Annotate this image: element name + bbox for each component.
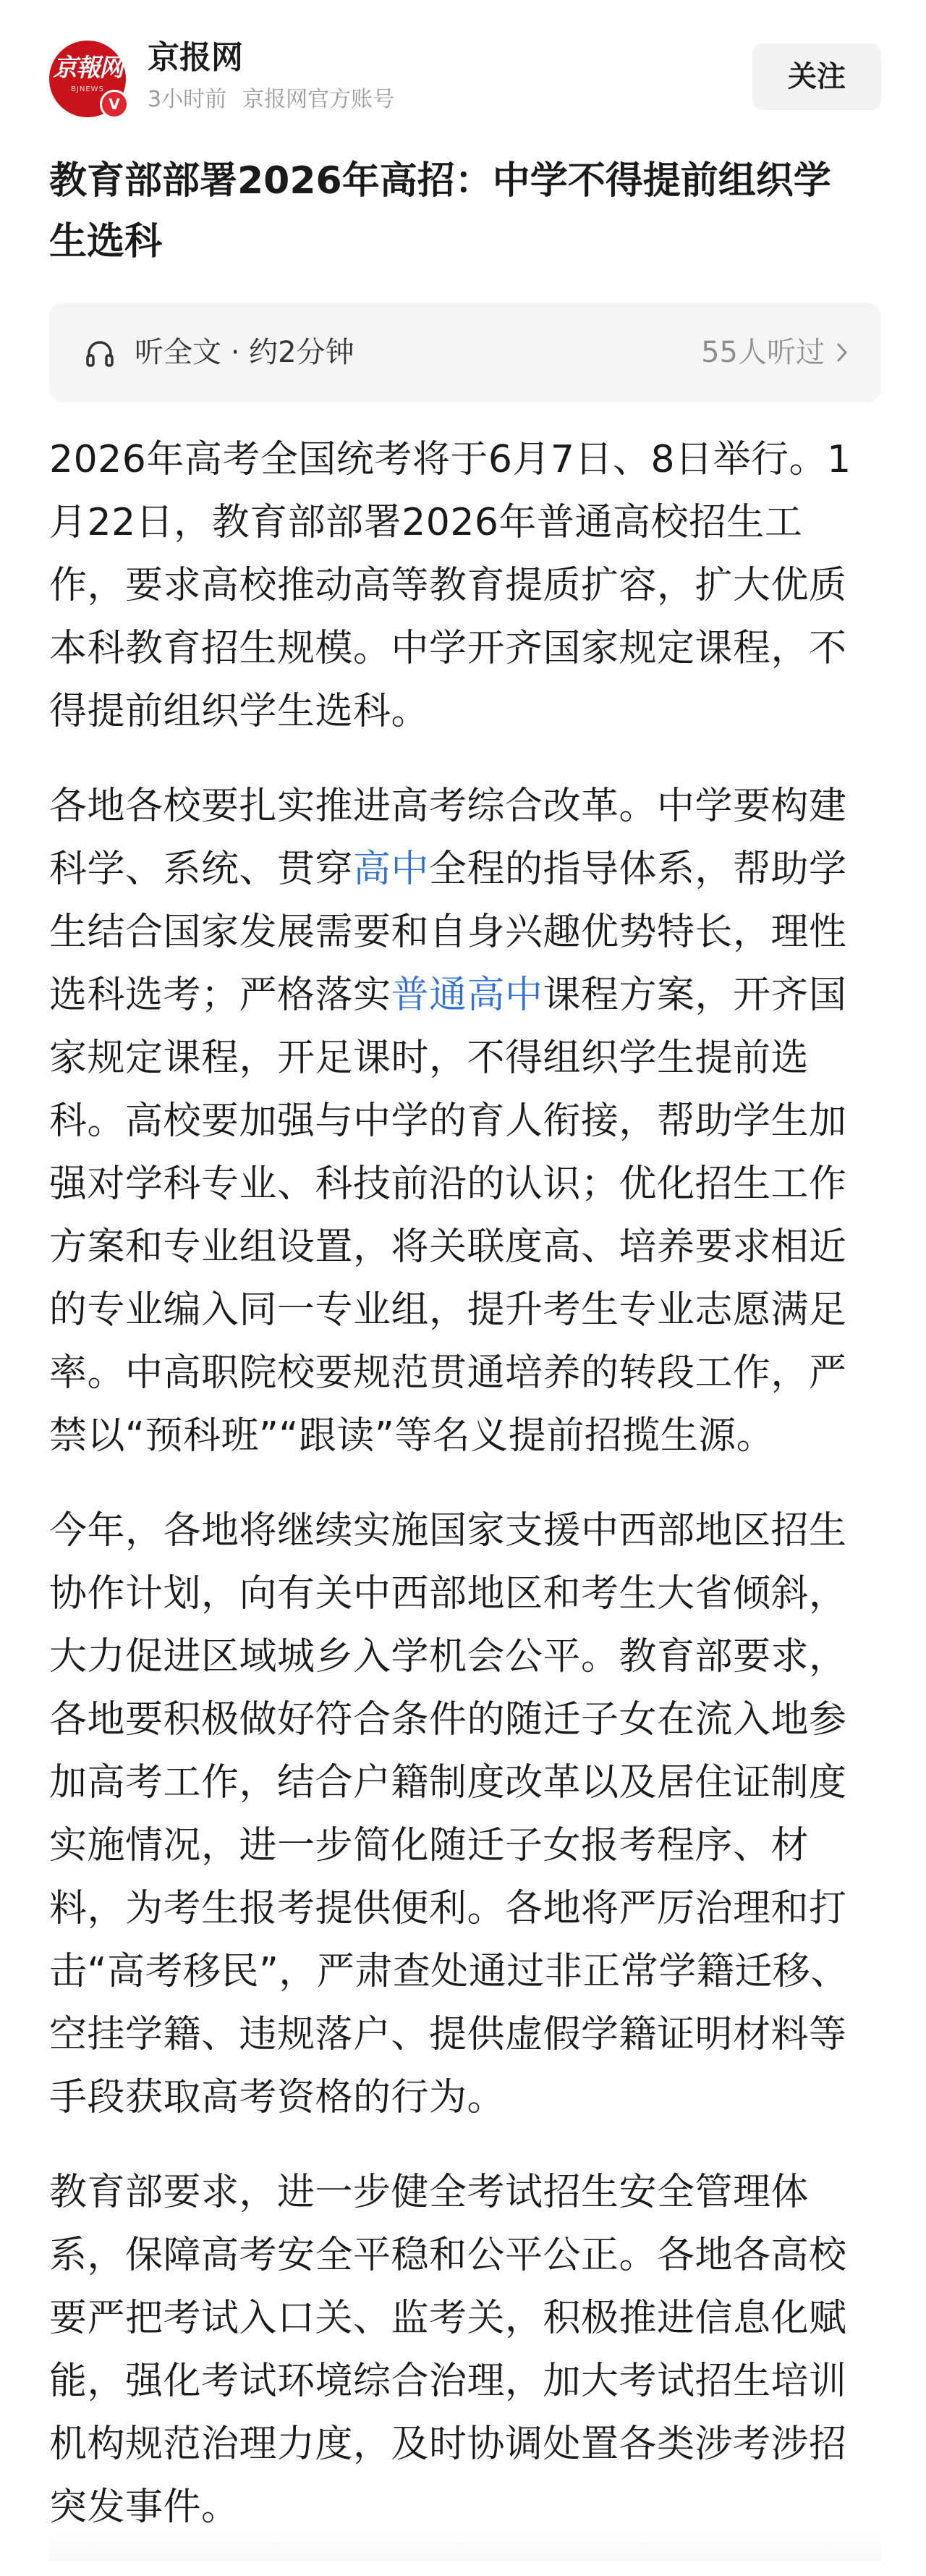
author-avatar[interactable] [49,41,126,117]
audio-label: 听全文 · 约2分钟 [135,336,354,369]
paragraph-2 [49,775,885,1468]
article-title: 教育部部署2026年高招：中学不得提前组织学 生选科 [49,159,831,263]
verified-badge-icon: V [100,90,129,119]
brand-logo-subtext: BJNEWS [71,85,104,93]
keyword-link-regular-high-school[interactable]: 普通高中 [391,974,543,1017]
listen-full-text-bar[interactable] [49,303,881,402]
paragraph-2-text-b: 全程的指导体系，帮助学 生结合国家发展需要和自身兴趣优势特长，理性 选科选考；严格落实 [49,848,847,1017]
paragraph-1: 2026年高考全国统考将于6月7日、8日举行。1 月22日，教育部部署2026年普通高校招生工 作，要求高校推动高等教育提质扩容，扩大优质 本科教育招生规模。中学开齐国家规定课程，不 得提前组织学生选科。 [49,438,851,733]
paragraph-2-text-a: 各地各校要扎实推进高考综合改革。中学要构建 科学、系统、贯穿 [49,785,847,891]
account-type: 京报网官方账号 [242,87,395,112]
paragraph-2-text-c: 课程方案，开齐国 家规定课程，开足课时，不得组织学生提前选 科。高校要加强与中学的育人衔接，帮助学生加 强对学科专业、科技前沿的认识；优化招生工作 方案和专业组设置，将关联度高、培养要求相近 的专业编入同一专业组，提升考生专业志愿满足 率。中高职院校要规范贯通培养的转段工作，严 禁以“预科班”“跟读”等名义提前招揽生源。 [49,974,847,1458]
bottom-divider [49,2532,881,2561]
chevron-right-icon [835,342,849,363]
publish-time: 3小时前 [148,87,227,112]
keyword-link-high-school[interactable]: 高中 [353,848,430,891]
paragraph-3: 今年，各地将继续实施国家支援中西部地区招生 协作计划，向有关中西部地区和考生大省倾斜， 大力促进区域城乡入学机会公平。教育部要求， 各地要积极做好符合条件的随迁子女在流入地参 加高考工作，结合户籍制度改革以及居住证制度 实施情况，进一步简化随迁子女报考程序、材 料，为考生报考提供便利。各地将严厉治理和打 击“高考移民”，严肃查处通过非正常学籍迁移、 空挂学籍、违规落户、提供虚假学籍证明材料等 手段获取高考资格的行为。 [49,1509,849,2119]
brand-logo: 京報网 [53,54,122,83]
headphone-icon [85,339,114,368]
listener-count: 55人听过 [701,336,825,369]
author-name[interactable]: 京报网 [148,39,243,76]
article-body [49,428,885,2571]
paragraph-4: 教育部要求，进一步健全考试招生安全管理体 系，保障高考安全平稳和公平公正。各地各高校 要严把考试入口关、监考关，积极推进信息化赋 能，强化考试环境综合治理，加大考试招生培训 机构规范治理力度，及时协调处置各类涉考涉招 突发事件。 [49,2171,847,2529]
article-header [0,0,926,138]
follow-button[interactable]: 关注 [752,43,881,110]
author-meta [148,85,394,114]
